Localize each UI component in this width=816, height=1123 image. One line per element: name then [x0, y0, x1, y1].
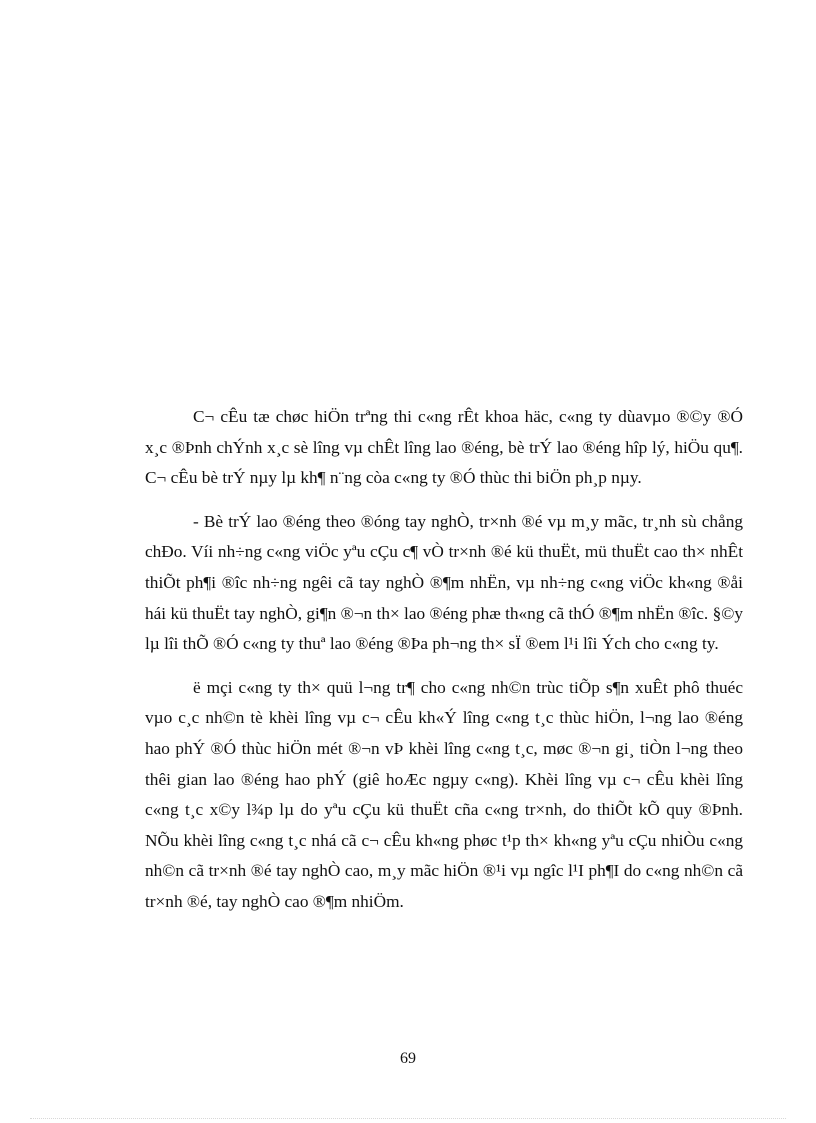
footer-divider	[30, 1118, 786, 1119]
paragraph-3: ë mçi c«ng ty th× quü l¬ng tr¶ cho c«ng nh©n trùc tiÕp s¶n xuÊt phô thuéc vµo c¸c nh©n tè khèi lîng vµ c¬ cÊu kh«Ý lîng c«ng t¸c thùc hiÖn, l¬ng lao ®éng hao phÝ ®Ó thùc hiÖn mét ®¬n vÞ khèi lîng c«ng t¸c, møc ®¬n gi¸ tiÒn l¬ng theo thêi gian lao ®éng hao phÝ (giê hoÆc ngµy c«ng). Khèi lîng vµ c¬ cÊu khèi lîng c«ng t¸c x©y l¾p lµ do yªu cÇu kü thuËt cña c«ng tr×nh, do thiÕt kÕ quy ®Þnh. NÕu khèi lîng c«ng t¸c nhá cã c¬ cÊu kh«ng phøc t¹p th× kh«ng yªu cÇu nhiÒu c«ng nh©n cã tr×nh ®é tay nghÒ cao, m¸y mãc hiÖn ®¹i vµ ngîc l¹I ph¶I do c«ng nh©n cã tr×nh ®é, tay nghÒ cao ®¶m nhiÖm.	[145, 677, 743, 911]
body-text	[145, 402, 743, 931]
paragraph-2: - Bè trÝ lao ®éng theo ®óng tay nghÒ, tr×nh ®é vµ m¸y mãc, tr¸nh sù chång chÐo. Víi nh÷ng c«ng viÖc yªu cÇu c¶ vÒ tr×nh ®é kü thuËt, mü thuËt cao th× nhÊt thiÕt ph¶i ®îc nh÷ng ngêi cã tay nghÒ ®¶m nhËn, vµ nh÷ng c«ng viÖc kh«ng ®åi hái kü thuËt tay nghÒ, gi¶n ®¬n th× lao ®éng phæ th«ng cã thÓ ®¶m nhËn ®îc. §©y lµ lîi thÕ ®Ó c«ng ty thuª lao ®éng ®Þa ph¬ng th× sÏ ®em l¹i lîi Ých cho c«ng ty.	[145, 511, 743, 654]
paragraph-1: C¬ cÊu tæ chøc hiÖn trªng thi c«ng rÊt khoa häc, c«ng ty dùavµo ®©y ®Ó x¸c ®Þnh chÝnh x¸c sè lîng vµ chÊt lîng lao ®éng, bè trÝ lao ®éng hîp lý, hiÖu qu¶. C¬ cÊu bè trÝ nµy lµ kh¶ n¨ng còa c«ng ty ®Ó thùc thi biÖn ph¸p nµy.	[145, 407, 743, 488]
page-number: 69	[400, 1050, 416, 1067]
